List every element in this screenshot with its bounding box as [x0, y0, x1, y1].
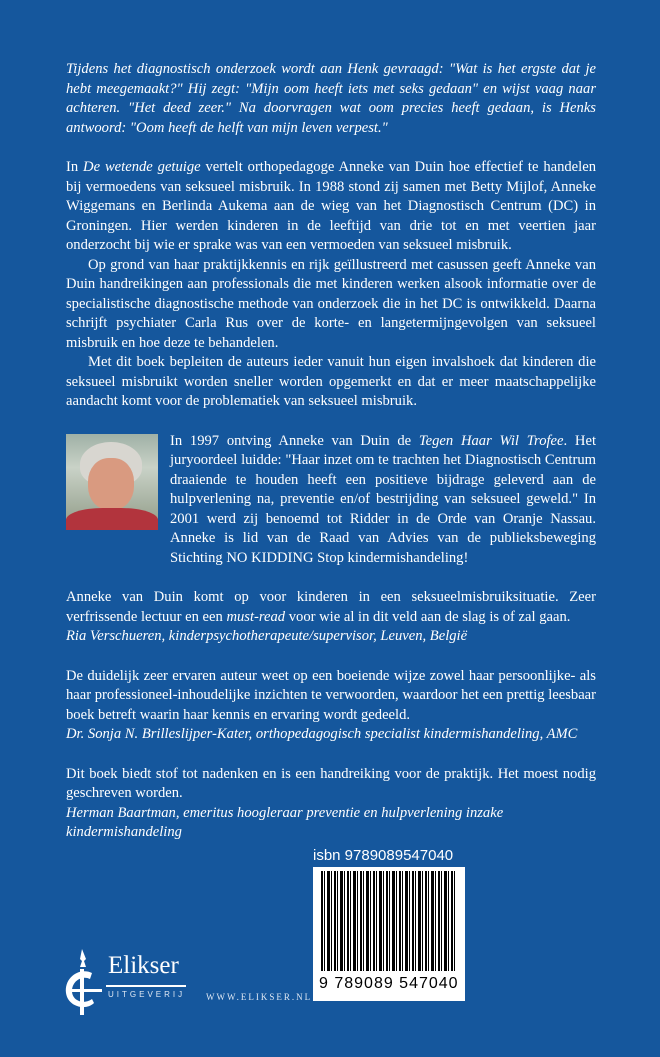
publisher-subtitle: UITGEVERIJ — [108, 989, 186, 999]
review-2 — [66, 667, 596, 745]
intro-quote: Tijdens het diagnostisch onderzoek wordt aan Henk gevraagd: "Wat is het ergste dat je hebt meegemaakt?" Hij zegt: "Mijn oom heeft iets met seks gedaan" en wijst vaag naar achteren. "Het deed zeer." Na doorvragen wat oom precies heeft gedaan, is Henks antwoord: "Oom heeft de helft van mijn leven verpest." — [66, 61, 596, 136]
description-paragraph-3: Met dit boek bepleiten de auteurs ieder vanuit hun eigen invalshoek dat kinderen die seksueel misbruikt worden sneller worden opgemerkt en dat er meer maatschappelijke aandacht komt voor de problematiek van seksueel misbruik. — [66, 354, 596, 409]
review-author: Herman Baartman, emeritus hoogleraar preventie en hulpverlening inzake kindermishandeling — [66, 804, 504, 840]
author-bio — [170, 432, 596, 569]
review-author: Ria Verschueren, kinderpsychotherapeute/supervisor, Leuven, België — [66, 628, 468, 644]
review-3 — [66, 765, 596, 843]
author-photo — [66, 434, 158, 530]
review-1 — [66, 588, 596, 647]
publisher-url[interactable]: WWW.ELIKSER.NL — [206, 991, 313, 1002]
review-emphasis: must-read — [226, 608, 286, 625]
book-title: De wetende getuige — [83, 159, 201, 175]
logo-divider — [106, 985, 186, 987]
publisher-name: Elikser — [108, 951, 179, 979]
description-paragraph-1 — [66, 158, 596, 256]
review-author: Dr. Sonja N. Brilleslijper-Kater, orthopedagogisch specialist kindermishandeling, AMC — [66, 726, 578, 742]
review-text: Dit boek biedt stof tot nadenken en is een handreiking voor de praktijk. Het moest nodig geschreven worden. — [66, 765, 596, 801]
author-section — [66, 432, 596, 569]
text: In 1997 ontving Anneke van Duin de — [170, 432, 419, 449]
cover-footer — [66, 847, 596, 1027]
barcode-bars — [321, 871, 457, 971]
review-text: voor wie al in dit veld aan de slag is of zal gaan. — [285, 608, 571, 625]
barcode-digits: 9 789089 547040 — [317, 973, 461, 995]
text: vertelt orthopedagoge Anneke van Duin hoe effectief te handelen bij vermoedens van seksueel misbruik. In 1988 stond zij samen met Betty Mijlof, Anneke Wiggemans en Berlinda Aukema aan de wieg van het Diagnostisch Centrum (DC) in Groningen. Hier werden kinderen in de leeftijd van drie tot en met veertien jaar onderzocht bij wie er sprake was van een vermoeden van seksueel misbruik. — [66, 159, 596, 253]
book-description — [66, 158, 596, 412]
text: In — [66, 159, 84, 175]
barcode — [313, 867, 465, 1001]
isbn-label: isbn 9789089547040 — [313, 846, 454, 864]
elikser-emblem-icon — [60, 947, 106, 1017]
text: . Het juryoordeel luidde: "Haar inzet om te trachten het Diagnostisch Centrum draaiende te houden heeft een positieve bijdrage geleverd aan de hulpverlening na, preventie en/of bestrijding van seksueel geweld." In 2001 werd zij benoemd tot Ridder in de Orde van Oranje Nassau. Anneke is lid van de Raad van Advies van de publieksbeweging Stichting NO KIDDING Stop kindermishandeling! — [170, 432, 596, 566]
award-name: Tegen Haar Wil Trofee — [418, 432, 564, 449]
review-text: Anneke van Duin komt op voor kinderen in een seksueelmisbruiksituatie. Zeer verfrissende lectuur en een — [66, 589, 596, 625]
review-text: De duidelijk zeer ervaren auteur weet op een boeiende wijze zowel haar persoonlijke- als haar professioneel-inhoudelijke inzichten te verwoorden, waardoor het een prettig leesbaar boek betreft waarin haar kennis en ervaring wordt gedeeld. — [66, 667, 597, 723]
description-paragraph-2: Op grond van haar praktijkkennis en rijk geïllustreerd met casussen geeft Anneke van Duin handreikingen aan professionals die met kinderen werken alsook informatie over de specialistische diagnostische methode van onderzoek die in het DC is ontwikkeld. Daarna schrijft psychiater Carla Rus over de korte- en langetermijngevolgen van seksueel misbruik en hoe deze te behandelen. — [66, 256, 596, 351]
publisher-logo — [60, 947, 200, 1017]
